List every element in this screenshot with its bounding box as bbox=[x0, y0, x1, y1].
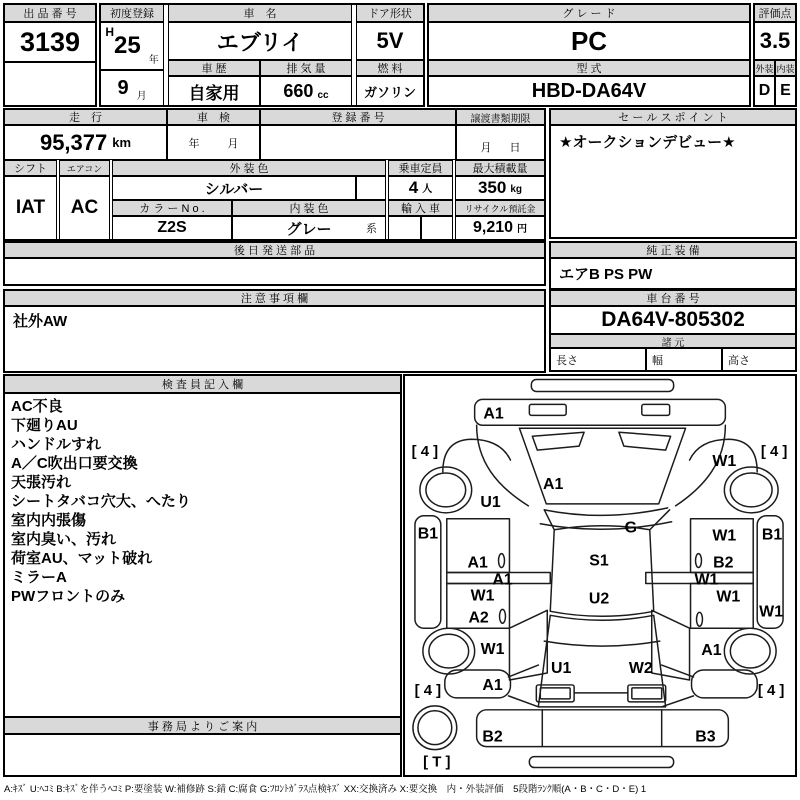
lot-number-empty-cell bbox=[4, 62, 96, 106]
displacement-header: 排 気 量 bbox=[260, 60, 352, 76]
damage-code-label: A1 bbox=[467, 554, 488, 572]
mileage-number: 95,377 bbox=[39, 129, 108, 155]
era-mark: H bbox=[105, 25, 114, 39]
genuine-equipment-value: エアB PS PW bbox=[550, 258, 796, 289]
damage-code-label: [ 4 ] bbox=[757, 681, 785, 699]
damage-code-label: [ 4 ] bbox=[411, 443, 439, 461]
damage-code-label: B1 bbox=[417, 525, 439, 543]
score-header: 評価点 bbox=[754, 4, 796, 22]
damage-code-label: U1 bbox=[551, 660, 572, 677]
damage-code-label: W1 bbox=[716, 588, 741, 606]
inspector-note: 下廻りAU bbox=[11, 417, 78, 434]
shift-header: シフト bbox=[4, 160, 57, 176]
aircon-header: エアコン bbox=[59, 160, 110, 176]
grade-value: PC bbox=[428, 22, 750, 60]
damage-code-label: B2 bbox=[482, 728, 503, 746]
damage-code-label: B2 bbox=[713, 554, 734, 572]
damage-code-label: G bbox=[624, 519, 638, 537]
inspector-note: AC不良 bbox=[11, 398, 63, 415]
damage-code-label: [ T ] bbox=[423, 753, 451, 771]
damage-code-label: A2 bbox=[468, 609, 489, 627]
displacement-unit: cc bbox=[317, 90, 329, 101]
first-registration-month-value: 9 bbox=[117, 76, 129, 99]
vehicle-damage-diagram bbox=[404, 375, 796, 776]
exterior-color-empty-cell bbox=[356, 176, 386, 200]
damage-code-label: [ 4 ] bbox=[414, 681, 442, 699]
exterior-grade-header: 外装 bbox=[754, 60, 775, 76]
transfer-docs-value bbox=[456, 125, 545, 160]
max-load-number: 350 bbox=[477, 178, 507, 197]
mileage-value bbox=[4, 125, 167, 160]
caution-notes-header: 注 意 事 項 欄 bbox=[4, 290, 545, 306]
inspector-note: 室内臭い、汚れ bbox=[11, 531, 117, 548]
damage-code-label: U1 bbox=[480, 493, 501, 511]
later-parts-header: 後 日 発 送 部 品 bbox=[4, 242, 545, 258]
interior-grade-value: E bbox=[775, 76, 796, 106]
import-car-header: 輸 入 車 bbox=[388, 200, 453, 216]
mileage-unit: km bbox=[112, 135, 132, 150]
inspector-note: ミラーA bbox=[11, 569, 67, 586]
car-history-value: 自家用 bbox=[168, 76, 260, 106]
interior-color-suffix: 系 bbox=[366, 223, 377, 235]
import-car-empty-cell-2 bbox=[421, 216, 453, 240]
damage-code-label: S1 bbox=[589, 552, 609, 570]
color-number-header: カ ラ ー N o . bbox=[112, 200, 232, 216]
damage-code-label: B3 bbox=[695, 728, 716, 746]
interior-color-name: グレー bbox=[286, 220, 332, 238]
inspection-month-placeholder: 月 bbox=[227, 137, 239, 150]
damage-code-label: A1 bbox=[483, 405, 504, 423]
chassis-number-header: 車 台 番 号 bbox=[550, 290, 796, 306]
vehicle-outline-shapes bbox=[413, 380, 783, 768]
spec-width-label: 幅 bbox=[652, 355, 663, 367]
inspector-note: ハンドルすれ bbox=[11, 436, 102, 453]
displacement-value bbox=[260, 76, 352, 106]
sales-point-header: セ ー ル ス ポ イ ン ト bbox=[550, 109, 796, 125]
lot-number-value: 3139 bbox=[4, 22, 96, 62]
max-load-header: 最大積載量 bbox=[455, 160, 545, 176]
damage-code-label: A1 bbox=[482, 676, 503, 694]
inspector-note: A／C吹出口要交換 bbox=[11, 455, 138, 472]
vehicle-outline-svg bbox=[405, 376, 795, 775]
damage-code-label: A1 bbox=[492, 571, 513, 589]
inspection-header: 車 検 bbox=[167, 109, 260, 125]
damage-code-labels bbox=[412, 405, 788, 770]
chassis-number-value: DA64V-805302 bbox=[550, 306, 796, 334]
import-car-empty-cell-1 bbox=[388, 216, 421, 240]
transfer-docs-day-placeholder: 日 bbox=[509, 142, 521, 154]
first-registration-month bbox=[100, 70, 164, 106]
color-number-value: Z2S bbox=[112, 216, 232, 240]
recycle-deposit-number: 9,210 bbox=[472, 219, 514, 236]
shift-value: IAT bbox=[4, 176, 57, 240]
car-name-header: 車 名 bbox=[168, 4, 352, 22]
grade-header: グ レ ー ド bbox=[428, 4, 750, 22]
damage-code-label: U2 bbox=[588, 590, 610, 608]
interior-grade-header: 内装 bbox=[775, 60, 796, 76]
capacity-value bbox=[388, 176, 453, 200]
exterior-grade-value: D bbox=[754, 76, 775, 106]
aircon-value: AC bbox=[59, 176, 110, 240]
damage-code-label: [ 4 ] bbox=[760, 443, 788, 461]
inspector-note: 荷室AU、マット破れ bbox=[11, 550, 153, 567]
damage-code-label: W1 bbox=[470, 587, 495, 605]
inspector-note: 室内内張傷 bbox=[11, 512, 87, 529]
car-history-header: 車 歴 bbox=[168, 60, 260, 76]
car-name-value: エブリイ bbox=[168, 22, 352, 60]
displacement-number: 660 bbox=[283, 80, 314, 101]
score-value: 3.5 bbox=[754, 22, 796, 60]
model-code-value: HBD-DA64V bbox=[428, 76, 750, 106]
office-notice-body bbox=[4, 734, 401, 776]
later-parts-value bbox=[4, 258, 545, 285]
inspector-notes-body bbox=[4, 393, 401, 717]
recycle-deposit-unit: 円 bbox=[517, 224, 528, 235]
damage-code-label: W1 bbox=[759, 603, 784, 621]
recycle-deposit-header: リサイクル預託金 bbox=[455, 200, 545, 216]
spec-length-cell bbox=[550, 348, 646, 371]
damage-code-label: W1 bbox=[712, 527, 737, 545]
damage-code-label: A1 bbox=[701, 642, 722, 660]
fuel-header: 燃 料 bbox=[356, 60, 424, 76]
inspection-year-placeholder: 年 bbox=[188, 137, 200, 150]
genuine-equipment-header: 純 正 装 備 bbox=[550, 242, 796, 258]
mileage-header: 走 行 bbox=[4, 109, 167, 125]
door-shape-header: ドア形状 bbox=[356, 4, 424, 22]
month-unit: 月 bbox=[136, 91, 147, 102]
specs-header: 諸 元 bbox=[550, 334, 796, 348]
transfer-docs-month-placeholder: 月 bbox=[480, 142, 492, 154]
year-unit: 年 bbox=[148, 55, 159, 66]
door-shape-value: 5V bbox=[356, 22, 424, 60]
spec-width-cell bbox=[646, 348, 722, 371]
legend-text: A:ｷｽﾞ U:ﾍｺﾐ B:ｷｽﾞを伴うﾍｺﾐ P:要塗装 W:補修跡 S:錆 C:腐食 G:ﾌﾛﾝﾄｶﾞﾗｽ点検ｷｽﾞ XX:交換済み X:要交換 内・外装評価 5段階ﾗﾝｸ順(A・B・C・D・E) 1 bbox=[4, 784, 647, 795]
inspector-note: シートタバコ穴大、へたり bbox=[11, 493, 191, 510]
first-registration-header: 初度登録 bbox=[100, 4, 164, 22]
damage-code-label: W2 bbox=[628, 660, 653, 677]
max-load-unit: kg bbox=[510, 184, 523, 195]
exterior-color-value: シルバー bbox=[112, 176, 356, 200]
sales-point-value: ★オークションデビュー★ bbox=[550, 125, 796, 238]
exterior-color-header: 外 装 色 bbox=[112, 160, 386, 176]
capacity-number: 4 bbox=[408, 178, 419, 197]
inspector-notes-header: 検 査 員 記 入 欄 bbox=[4, 375, 401, 393]
damage-code-label: W1 bbox=[712, 453, 737, 471]
spec-length-label: 長さ bbox=[556, 355, 578, 367]
registration-number-header: 登 録 番 号 bbox=[260, 109, 456, 125]
inspector-note: 天張汚れ bbox=[11, 474, 72, 491]
office-notice-header: 事 務 局 よ り ご 案 内 bbox=[4, 717, 401, 734]
damage-code-label: B1 bbox=[761, 526, 783, 544]
spec-height-cell bbox=[722, 348, 796, 371]
spec-height-label: 高さ bbox=[728, 355, 750, 367]
first-registration-year-value: 25 bbox=[113, 32, 141, 59]
model-code-header: 型 式 bbox=[428, 60, 750, 76]
lot-number-header: 出 品 番 号 bbox=[4, 4, 96, 22]
fuel-value: ガソリン bbox=[356, 76, 424, 106]
damage-code-label: W1 bbox=[694, 571, 719, 589]
capacity-header: 乗車定員 bbox=[388, 160, 453, 176]
inspector-note: PWフロントのみ bbox=[11, 588, 126, 605]
registration-number-value bbox=[260, 125, 456, 160]
max-load-value bbox=[455, 176, 545, 200]
interior-color-header: 内 装 色 bbox=[232, 200, 386, 216]
transfer-docs-header: 譲渡書類期限 bbox=[456, 109, 545, 125]
capacity-unit: 人 bbox=[422, 184, 433, 195]
damage-code-label: W1 bbox=[480, 641, 505, 659]
inspection-value bbox=[167, 125, 260, 160]
recycle-deposit-value bbox=[455, 216, 545, 240]
first-registration-year bbox=[100, 22, 164, 70]
damage-code-label: A1 bbox=[543, 475, 564, 493]
caution-notes-value: 社外AW bbox=[4, 306, 545, 372]
interior-color-value bbox=[232, 216, 386, 240]
